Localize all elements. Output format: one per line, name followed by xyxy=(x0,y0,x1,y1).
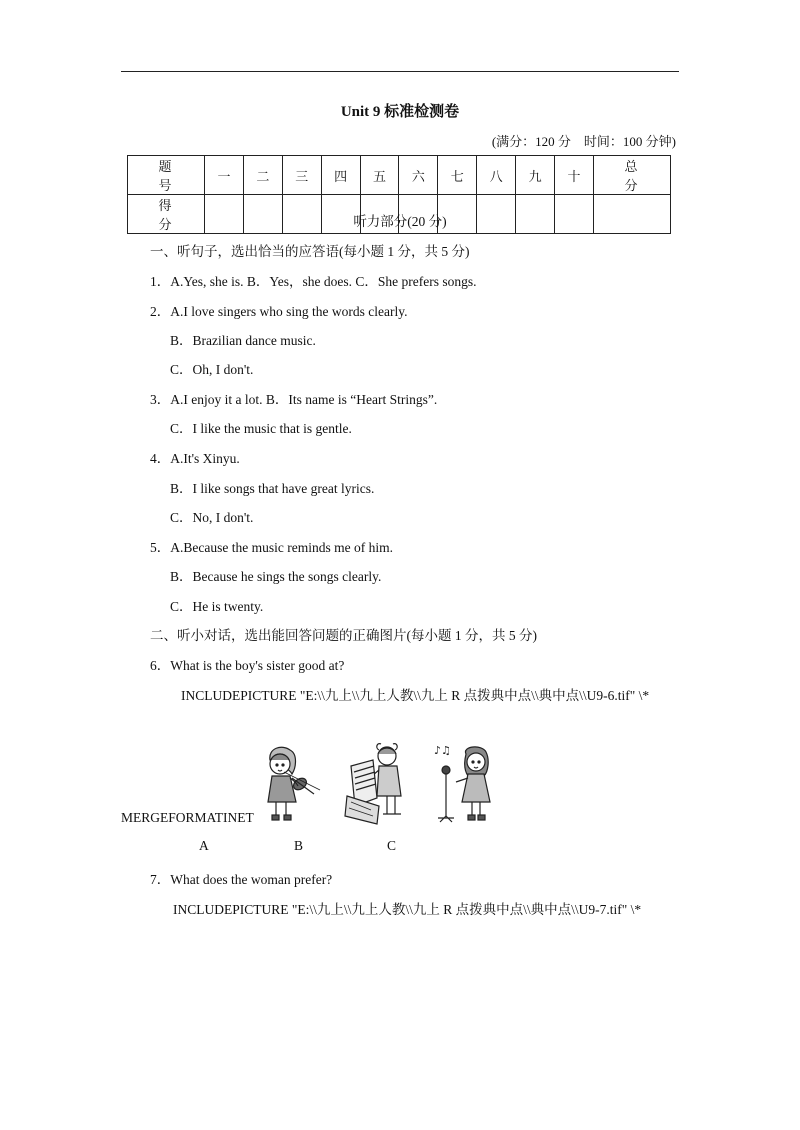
question-3-option-c: C．I like the music that is gentle. xyxy=(170,421,352,436)
question-4-option-b: B．I like songs that have great lyrics. xyxy=(170,481,375,496)
question-2: 2．A.I love singers who sing the words clearly. xyxy=(150,304,408,319)
picture-b-piano-girl xyxy=(343,740,411,826)
table-col-7: 七 xyxy=(438,156,477,195)
question-4-option-c: C．No, I don't. xyxy=(170,510,254,525)
question-3: 3．A.I enjoy it a lot. B．Its name is “Heart Strings”. xyxy=(150,392,438,407)
score-info: (满分：120 分 时间：100 分钟) xyxy=(491,134,676,149)
table-col-2: 二 xyxy=(243,156,282,195)
merge-format-code: MERGEFORMATINET xyxy=(121,810,254,825)
table-label-total: 总 分 xyxy=(594,156,671,195)
table-col-5: 五 xyxy=(360,156,399,195)
table-col-1: 一 xyxy=(205,156,244,195)
table-col-6: 六 xyxy=(399,156,438,195)
picture-c-singing-girl xyxy=(432,742,500,824)
question-6: 6．What is the boy's sister good at? xyxy=(150,658,345,673)
question-2-option-b: B．Brazilian dance music. xyxy=(170,333,316,348)
question-5-option-b: B．Because he sings the songs clearly. xyxy=(170,569,382,584)
question-7-field-code: INCLUDEPICTURE "E:\\九上\\九上人教\\九上 R 点拨典中点\\典中点\\U9-7.tif" \* xyxy=(173,902,642,917)
listening-heading: 听力部分(20 分) xyxy=(353,214,447,229)
score-table-header-row xyxy=(128,156,671,195)
question-6-field-code: INCLUDEPICTURE "E:\\九上\\九上人教\\九上 R 点拨典中点\\典中点\\U9-6.tif" \* xyxy=(181,688,650,703)
picture-label-c: C xyxy=(387,838,397,853)
svg-text:♪♫: ♪♫ xyxy=(434,744,451,757)
question-5: 5．A.Because the music reminds me of him. xyxy=(150,540,393,555)
question-1: 1．A.Yes, she is. B．Yes，she does. C．She prefers songs. xyxy=(150,274,477,289)
table-col-10: 十 xyxy=(555,156,594,195)
picture-a-violin-girl xyxy=(254,742,326,824)
table-col-3: 三 xyxy=(282,156,321,195)
top-rule xyxy=(121,71,679,72)
question-5-option-c: C．He is twenty. xyxy=(170,599,264,614)
question-7: 7．What does the woman prefer? xyxy=(150,872,333,887)
section-1-title: 一、听句子，选出恰当的应答语(每小题 1 分，共 5 分) xyxy=(150,244,470,259)
table-label-question-no: 题 号 xyxy=(128,156,205,195)
table-label-score: 得 分 xyxy=(128,195,205,234)
page-title: Unit 9 标准检测卷 xyxy=(340,104,460,120)
picture-label-b: B xyxy=(294,838,304,853)
table-col-4: 四 xyxy=(321,156,360,195)
picture-label-a: A xyxy=(199,838,209,853)
table-col-8: 八 xyxy=(477,156,516,195)
table-col-9: 九 xyxy=(516,156,555,195)
question-2-option-c: C．Oh, I don't. xyxy=(170,362,254,377)
section-2-title: 二、听小对话，选出能回答问题的正确图片(每小题 1 分，共 5 分) xyxy=(150,628,537,643)
question-4: 4．A.It's Xinyu. xyxy=(150,451,240,466)
